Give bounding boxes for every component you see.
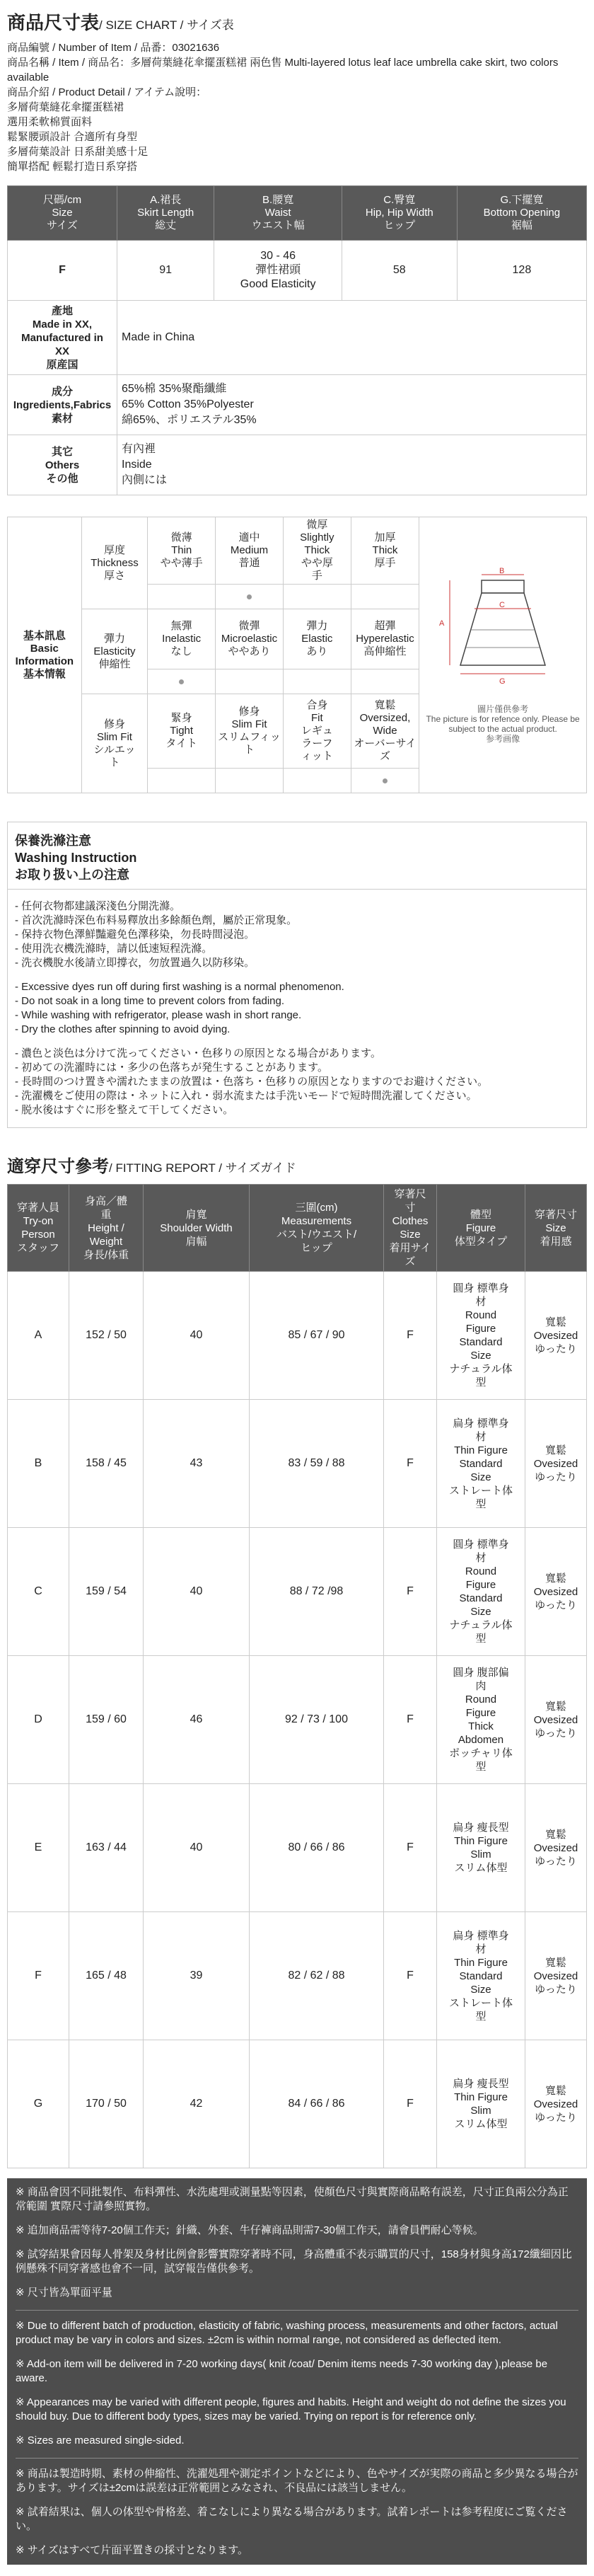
fit-option: 寬鬆 Oversized, Wide オーバーサイ ズ	[351, 694, 419, 769]
selected-dot	[179, 679, 184, 684]
table-row	[8, 1272, 587, 1400]
fit-figure: 扁身 標準身 材 Thin Figure Standard Size ストレート体 型	[437, 1400, 525, 1528]
fit-hw: 163 / 44	[69, 1784, 144, 1912]
fit-figure: 扁身 瘦長型 Thin Figure Slim スリム体型	[437, 1784, 525, 1912]
title-sub: / SIZE CHART / サイズ表	[99, 18, 234, 32]
note-line: ※ 商品は製造時期、素材の伸縮性、洗濯処理や測定ポイントなどにより、色やサイズが実際の商品と多少異なる場合があります。サイズは±2cmは誤差は正常範囲とみなされ、不良品には該当しません。	[16, 2468, 578, 2494]
selected-dot	[247, 594, 252, 599]
basic-info-label: 基本訊息 Basic Information 基本情報	[8, 517, 82, 793]
note-line: ※ Sizes are measured single-sided.	[16, 2434, 185, 2446]
waist-cell: 30 - 46 彈性裙頭 Good Elasticity	[214, 241, 342, 301]
note-line: ※ Add-on item will be delivered in 7-20 working days( knit /coat/ Denim items needs 7-30 working day ),please be aware.	[16, 2358, 548, 2384]
divider	[16, 2310, 578, 2311]
elasticity-option: 微彈 Microelastic ややあり	[216, 609, 284, 669]
fit-figure: 圓身 腹部偏 肉 Round Figure Thick Abdomen ポッチャリ体 型	[437, 1656, 525, 1784]
note-line: ※ 尺寸皆為單面平量	[16, 2287, 112, 2299]
fit-dot	[351, 769, 419, 793]
fit-shoulder: 43	[144, 1400, 250, 1528]
fit-option: 合身 Fit レギュ ラーフ ィット	[283, 694, 351, 769]
fit-feel: 寬鬆 Ovesized ゆったり	[525, 1784, 587, 1912]
info-line: 商品編號 / Number of Item / 品番：03021636	[7, 42, 220, 54]
note-line: ※ 試着結果は、個人の体型や骨格差、着こなしにより異なる場合があります。試着レポートは参考程度にご覧ください。	[16, 2506, 568, 2532]
fabric-label: 成分 Ingredients,Fabrics 素材	[8, 375, 117, 435]
wash-line: - 濃色と淡色は分けて洗ってください・色移りの原因となる場合があります。	[15, 1047, 381, 1059]
elasticity-dot	[148, 669, 216, 694]
table-row	[8, 2040, 587, 2168]
fit-shoulder: 40	[144, 1272, 250, 1400]
fit-feel: 寬鬆 Ovesized ゆったり	[525, 1528, 587, 1656]
fit-figure: 扁身 標準身 材 Thin Figure Standard Size ストレート体 型	[437, 1912, 525, 2040]
fit-hw: 165 / 48	[69, 1912, 144, 2040]
wash-line: - While washing with refrigerator, please wash in short range.	[15, 1009, 302, 1021]
fit-dot	[148, 769, 216, 793]
wash-line: - 任何衣物都建議深淺色分開洗滌。	[15, 900, 181, 912]
fit-option: 緊身 Tight タイト	[148, 694, 216, 769]
fit-measurements: 83 / 59 / 88	[250, 1400, 384, 1528]
wash-line: - 使用洗衣機洗滌時，請以低速短程洗滌。	[15, 943, 213, 955]
info-line: 商品介紹 / Product Detail / アイテム說明：	[7, 86, 207, 98]
thickness-dot	[216, 585, 284, 609]
info-line: 選用柔軟棉質面料	[7, 116, 93, 128]
washing-header	[8, 822, 586, 890]
fit-person: B	[8, 1400, 69, 1528]
fit-shoulder: 40	[144, 1784, 250, 1912]
fit-person: D	[8, 1656, 69, 1784]
hip-cell: 58	[342, 241, 457, 301]
others-value: 有內裡 Inside 內側には	[117, 435, 587, 495]
note-line: ※ 試穿結果會因每人骨架及身材比例會影響實際穿著時不同，身高體重不表示購買的尺寸，158身材與身高172纖細因比例懸殊不同穿著感也會不一同，試穿報告僅供參考。	[16, 2248, 572, 2275]
fit-shoulder: 40	[144, 1528, 250, 1656]
fit-size: F	[384, 1272, 437, 1400]
fit-person: E	[8, 1784, 69, 1912]
table-row	[8, 1784, 587, 1912]
elasticity-dot	[216, 669, 284, 694]
product-header	[0, 0, 594, 181]
washing-title-ja: お取り扱い上の注意	[15, 868, 129, 882]
fit-label: 修身 Slim Fit シルエッ ト	[81, 694, 148, 793]
note-line: ※ Appearances may be varied with different people, figures and habits. Height and weight do not define the sizes you should buy. Due to different body types, sizes may be varied. Trying on report is for reference only.	[16, 2396, 566, 2422]
fit-person: G	[8, 2040, 69, 2168]
skirt-diagram-cell	[419, 517, 587, 793]
fit-measurements: 82 / 62 / 88	[250, 1912, 384, 2040]
fit-feel: 寬鬆 Ovesized ゆったり	[525, 1912, 587, 2040]
fit-header: 肩寬 Shoulder Width 肩幅	[144, 1185, 250, 1272]
note-line: ※ サイズはすべて片面平置きの採寸となります。	[16, 2544, 249, 2556]
diagram-label-c: C	[499, 601, 506, 609]
fit-measurements: 85 / 67 / 90	[250, 1272, 384, 1400]
thickness-option: 適中 Medium 普通	[216, 517, 284, 585]
note-line: ※ Due to different batch of production, elasticity of fabric, washing process, measurements and other factors, actual product may be vary in colors and sizes. ±2cm is within normal range, not considered as deflected item.	[16, 2320, 558, 2346]
skirt-length-cell: 91	[117, 241, 214, 301]
elasticity-option: 超彈 Hyperelastic 高伸縮性	[351, 609, 419, 669]
fit-feel: 寬鬆 Ovesized ゆったり	[525, 1272, 587, 1400]
table-row	[8, 1912, 587, 2040]
note-line: ※ 追加商品需等待7-20個工作天；針織、外套、牛仔褲商品則需7-30個工作天，請會員們耐心等候。	[16, 2224, 484, 2236]
fit-figure: 圓身 標準身 材 Round Figure Standard Size ナチュラル体 型	[437, 1272, 525, 1400]
fit-person: A	[8, 1272, 69, 1400]
fit-measurements: 88 / 72 /98	[250, 1528, 384, 1656]
fit-dot	[216, 769, 284, 793]
thickness-dot	[148, 585, 216, 609]
wash-line: - 洗衣機脫水後請立即撐衣，勿放置過久以防移染。	[15, 957, 255, 969]
fit-header: 身高／體 重 Height / Weight 身長/体重	[69, 1185, 144, 1272]
size-table	[7, 185, 587, 495]
selected-dot	[383, 778, 388, 783]
fit-size: F	[384, 1400, 437, 1528]
size-chart-title	[7, 8, 587, 35]
wash-line: - 長時間のつけ置きや濡れたままの放置は・色落ち・色移りの原因となりますのでお避けください。	[15, 1076, 489, 1088]
origin-label: 產地 Made in XX, Manufactured in XX 原産国	[8, 301, 117, 375]
washing-title-zh: 保養洗滌注意	[15, 834, 91, 848]
fit-hw: 159 / 54	[69, 1528, 144, 1656]
skirt-length-header: A.裙長 Skirt Length 総丈	[117, 186, 214, 241]
elasticity-label: 彈力 Elasticity 伸縮性	[81, 609, 148, 694]
fit-size: F	[384, 1912, 437, 2040]
fit-header: 穿著尺 寸 Clothes Size 着用サイ ズ	[384, 1185, 437, 1272]
fitting-title-sub: / FITTING REPORT / サイズガイド	[109, 1161, 296, 1175]
size-header: 尺碼/cm Size サイズ	[8, 186, 117, 241]
thickness-option: 微厚 Slightly Thick やや厚 手	[283, 517, 351, 585]
fit-header: 體型 Figure 体型タイプ	[437, 1185, 525, 1272]
fit-dot	[283, 769, 351, 793]
notes-panel	[7, 2178, 587, 2565]
diagram-label-b: B	[499, 567, 505, 575]
elasticity-option: 彈力 Elastic あり	[283, 609, 351, 669]
wash-line: - Excessive dyes run off during first washing is a normal phenomenon.	[15, 981, 344, 993]
wash-line: - 洗濯機をご使用の際は・ネットに入れ・弱水流または手洗いモードで短時間洗濯してください。	[15, 1090, 477, 1102]
bottom-opening-cell: 128	[457, 241, 586, 301]
table-row	[8, 1400, 587, 1528]
wash-line: - 初めての洗濯時には・多少の色落ちが発生することがあります。	[15, 1062, 328, 1074]
elasticity-dot	[283, 669, 351, 694]
others-label: 其它 Others その他	[8, 435, 117, 495]
fit-feel: 寬鬆 Ovesized ゆったり	[525, 1656, 587, 1784]
fitting-title-main: 適穿尺寸參考	[7, 1157, 109, 1176]
fit-shoulder: 46	[144, 1656, 250, 1784]
note-line: ※ 商品會因不同批製作、布料彈性、水洗處理或測量點等因素，使顏色尺寸與實際商品略有誤差，尺寸正負兩公分為正常範圍 實際尺寸請參照實物。	[16, 2186, 569, 2212]
fit-measurements: 84 / 66 / 86	[250, 2040, 384, 2168]
fit-header: 穿著人員 Try-on Person スタッフ	[8, 1185, 69, 1272]
size-cell: F	[8, 241, 117, 301]
fit-header: 穿著尺寸 Size 着用感	[525, 1185, 587, 1272]
fit-feel: 寬鬆 Ovesized ゆったり	[525, 2040, 587, 2168]
thickness-option: 微薄 Thin やや薄手	[148, 517, 216, 585]
info-line: 商品名稱 / Item / 商品名：多層荷葉縫花傘擺蛋糕裙 兩色售 Multi-layered lotus leaf lace umbrella cake skirt, two colors available	[7, 57, 559, 84]
fit-size: F	[384, 1784, 437, 1912]
fitting-table	[7, 1184, 587, 2168]
fit-feel: 寬鬆 Ovesized ゆったり	[525, 1400, 587, 1528]
fit-hw: 158 / 45	[69, 1400, 144, 1528]
fit-figure: 圓身 標準身 材 Round Figure Standard Size ナチュラル体 型	[437, 1528, 525, 1656]
table-row	[8, 1656, 587, 1784]
thickness-dot	[351, 585, 419, 609]
bottom-opening-header: G.下擺寬 Bottom Opening 裾幅	[457, 186, 586, 241]
thickness-option: 加厚 Thick 厚手	[351, 517, 419, 585]
fit-header: 三圍(cm) Measurements バスト/ウエスト/ ヒップ	[250, 1185, 384, 1272]
fit-shoulder: 39	[144, 1912, 250, 2040]
washing-instruction	[7, 822, 587, 1128]
fit-person: C	[8, 1528, 69, 1656]
fit-size: F	[384, 1528, 437, 1656]
fit-measurements: 80 / 66 / 86	[250, 1784, 384, 1912]
fit-hw: 159 / 60	[69, 1656, 144, 1784]
basic-info-table	[7, 517, 587, 793]
elasticity-dot	[351, 669, 419, 694]
wash-line: - Dry the clothes after spinning to avoid dying.	[15, 1023, 231, 1035]
fitting-title	[7, 1152, 587, 1177]
wash-line: - 脱水後はすぐに形を整えて干してください。	[15, 1104, 234, 1116]
fit-option: 修身 Slim Fit スリムフィッ ト	[216, 694, 284, 769]
origin-value: Made in China	[117, 301, 587, 375]
washing-title-en: Washing Instruction	[15, 851, 137, 865]
wash-line: - 首次洗滌時深色布料易釋放出多餘顏色劑，屬於正常現象。	[15, 914, 298, 926]
waist-header: B.腰寬 Waist ウエスト幅	[214, 186, 342, 241]
fit-size: F	[384, 2040, 437, 2168]
wash-line: - 保持衣物色澤鮮豔避免色澤移染，勿長時間浸泡。	[15, 928, 255, 941]
info-line: 多層荷葉縫花傘擺蛋糕裙	[7, 101, 124, 113]
title-main: 商品尺寸表	[7, 12, 100, 33]
diagram-note: 圖片僅供參考 The picture is for refence only. Please be subject to the actual product. 参考画像	[426, 704, 580, 744]
fit-shoulder: 42	[144, 2040, 250, 2168]
divider	[16, 2458, 578, 2459]
fit-measurements: 92 / 73 / 100	[250, 1656, 384, 1784]
fit-size: F	[384, 1656, 437, 1784]
fit-hw: 152 / 50	[69, 1272, 144, 1400]
fit-person: F	[8, 1912, 69, 2040]
skirt-diagram	[432, 566, 573, 701]
wash-line: - Do not soak in a long time to prevent colors from fading.	[15, 995, 285, 1007]
hip-header: C.臀寬 Hip, Hip Width ヒップ	[342, 186, 457, 241]
thickness-dot	[283, 585, 351, 609]
fit-figure: 扁身 瘦長型 Thin Figure Slim スリム体型	[437, 2040, 525, 2168]
thickness-label: 厚度 Thickness 厚さ	[81, 517, 148, 609]
fit-hw: 170 / 50	[69, 2040, 144, 2168]
diagram-label-g: G	[499, 677, 506, 686]
elasticity-option: 無彈 Inelastic なし	[148, 609, 216, 669]
info-line: 鬆緊腰頭設計 合適所有身型	[7, 131, 138, 143]
table-row	[8, 1528, 587, 1656]
info-line: 簡單搭配 輕鬆打造日系穿搭	[7, 161, 138, 173]
info-line: 多層荷葉設計 日系甜美感十足	[7, 146, 148, 158]
diagram-label-a: A	[439, 619, 445, 628]
fabric-value: 65%棉 35%聚酯纖維 65% Cotton 35%Polyester 綿65%、ポリエステル35%	[117, 375, 587, 435]
washing-body	[8, 890, 586, 1127]
